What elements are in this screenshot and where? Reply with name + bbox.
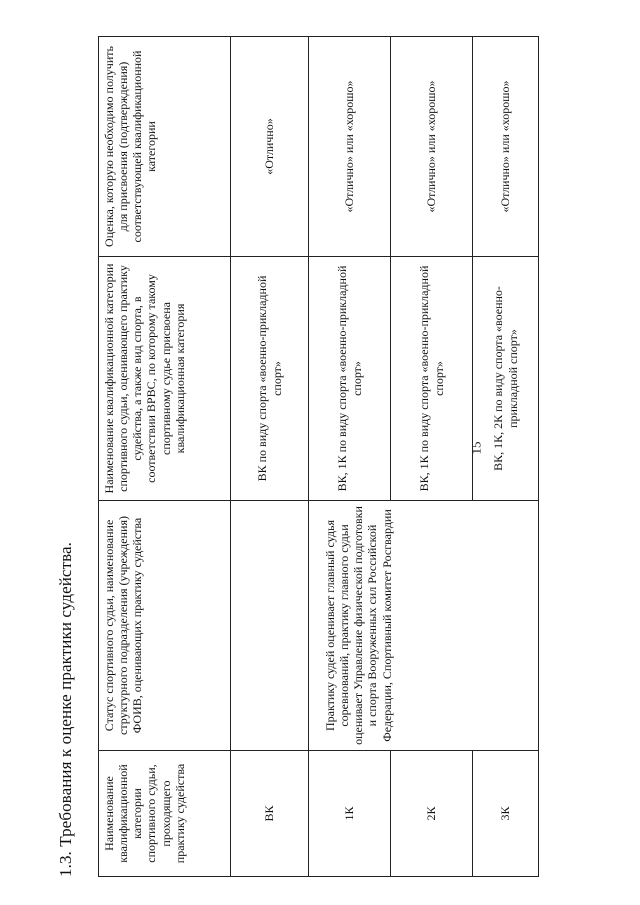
header-status: Статус спортивного судьи, наименование структурного подразделения (учреждения) ФОИВ, оценивающих практику судейства: [99, 501, 231, 751]
cell-category: 2К: [391, 751, 473, 877]
cell-grade: «Отлично»: [231, 37, 309, 257]
cell-evaluator: ВК, 1К, 2К по виду спорта «военно-прикладной спорт»: [473, 257, 539, 501]
header-category: Наименование квалификационной категории спортивного судьи, проходящего практику судейства: [99, 751, 231, 877]
table-row: [309, 37, 391, 877]
cell-category: ВК: [231, 751, 309, 877]
cell-evaluator: ВК, 1К по виду спорта «военно-прикладной спорт»: [391, 257, 473, 501]
header-evaluator-category: Наименование квалификационной категории спортивного судьи, оценивающего практику судейства, а также вид спорта, в соответствии ВРВС, по которому такому спортивному судье присвоена квалификационная категория: [99, 257, 231, 501]
header-required-grade: Оценка, которую необходимо получить для присвоения (подтверждения) соответствующей квалификационной категории: [99, 37, 231, 257]
table-row: [473, 37, 539, 877]
cell-status-merged: Практику судей оценивает главный судья соревнований, практику главного судьи оценивает Управление физической подготовки и спорта Вооруженных сил Российской Федерации, Спортивный комитет Росгвардии: [309, 501, 539, 751]
table-row: [231, 37, 309, 877]
section-heading: 1.3. Требования к оценке практики судейства.: [56, 541, 75, 877]
cell-evaluator: ВК по виду спорта «военно-прикладной спорт»: [231, 257, 309, 501]
cell-grade: «Отлично» или «хорошо»: [391, 37, 473, 257]
judging-requirements-table: [98, 36, 539, 877]
cell-evaluator: ВК, 1К по виду спорта «военно-прикладной спорт»: [309, 257, 391, 501]
cell-grade: «Отлично» или «хорошо»: [473, 37, 539, 257]
cell-category: 3К: [473, 751, 539, 877]
cell-grade: «Отлично» или «хорошо»: [309, 37, 391, 257]
page-number: 15: [468, 441, 484, 455]
table-header-row: [99, 37, 231, 877]
table-row: [391, 37, 473, 877]
cell-category: 1К: [309, 751, 391, 877]
rotated-page-content: [50, 37, 550, 877]
cell-status: [231, 501, 309, 751]
